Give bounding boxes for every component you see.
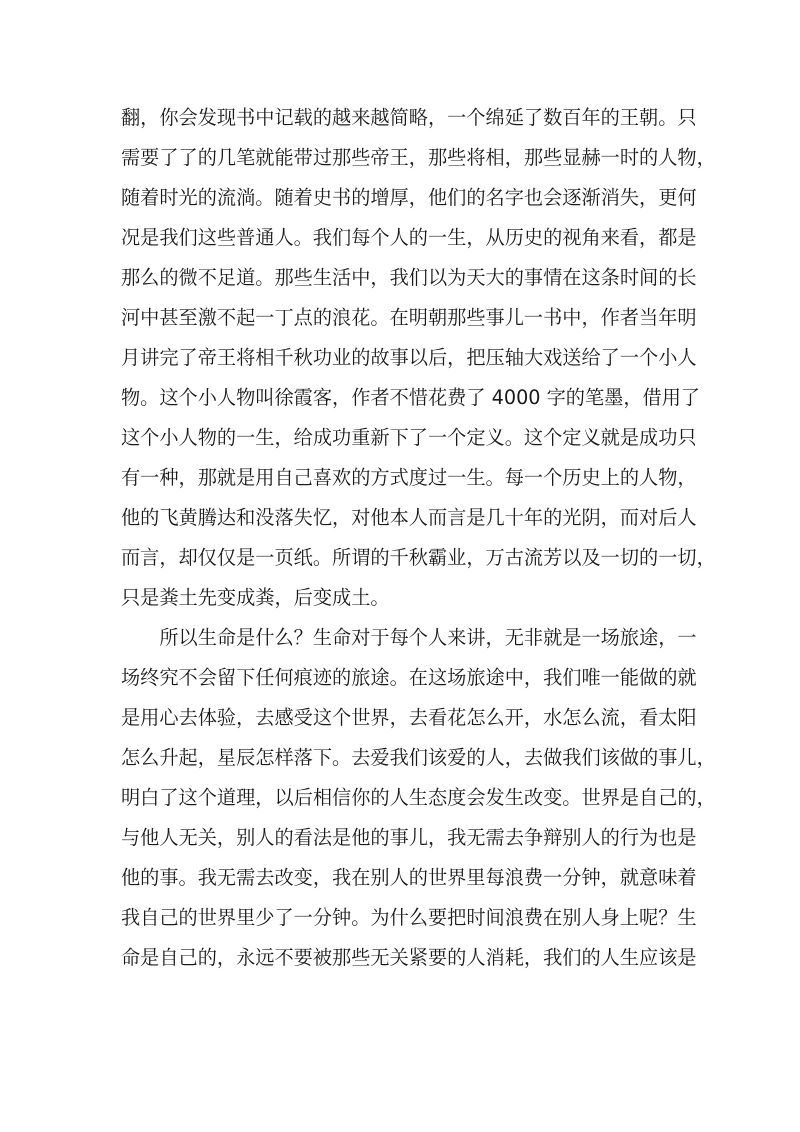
- text-line: 怎么升起，星辰怎样落下。去爱我们该爱的人，去做我们该做的事儿，: [121, 746, 716, 769]
- text-line: 我自己的世界里少了一分钟。为什么要把时间浪费在别人身上呢？生: [121, 906, 697, 929]
- text-line: 况是我们这些普通人。我们每个人的一生，从历史的视角来看，都是: [121, 226, 697, 249]
- text-line: 与他人无关，别人的看法是他的事儿，我无需去争辩别人的行为也是: [121, 826, 697, 849]
- text-line: 月讲完了帝王将相千秋功业的故事以后，把压轴大戏送给了一个小人: [121, 346, 697, 369]
- text-line: 而言，却仅仅是一页纸。所谓的千秋霸业，万古流芳以及一切的一切，: [121, 546, 716, 569]
- paragraph-1: [121, 98, 716, 618]
- text-line: 那么的微不足道。那些生活中，我们以为天大的事情在这条时间的长: [121, 266, 697, 289]
- text-line: 他的飞黄腾达和没落失忆，对他本人而言是几十年的光阴，而对后人: [121, 506, 697, 529]
- text-line: 随着时光的流淌。随着史书的增厚，他们的名字也会逐渐消失，更何: [121, 186, 697, 209]
- text-line: 场终究不会留下任何痕迹的旅途。在这场旅途中，我们唯一能做的就: [121, 666, 697, 689]
- paragraph-2: [121, 618, 716, 978]
- text-line: 河中甚至激不起一丁点的浪花。在明朝那些事儿一书中，作者当年明: [121, 306, 697, 329]
- document-body: [121, 98, 716, 978]
- text-line: 命是自己的，永远不要被那些无关紧要的人消耗，我们的人生应该是: [121, 946, 697, 969]
- text-line: 他的事。我无需去改变，我在别人的世界里每浪费一分钟，就意味着: [121, 866, 697, 889]
- text-line: 只是粪土先变成粪，后变成土。: [121, 586, 390, 609]
- text-line: 是用心去体验，去感受这个世界，去看花怎么开，水怎么流，看太阳: [121, 706, 697, 729]
- text-line: 这个小人物的一生，给成功重新下了一个定义。这个定义就是成功只: [121, 426, 697, 449]
- text-line: 物。这个小人物叫徐霞客，作者不惜花费了 4000 字的笔墨，借用了: [121, 386, 701, 409]
- text-line: 需要了了的几笔就能带过那些帝王，那些将相，那些显赫一时的人物，: [121, 146, 716, 169]
- text-line: 翻，你会发现书中记载的越来越简略，一个绵延了数百年的王朝。只: [121, 106, 697, 129]
- text-line: 所以生命是什么？生命对于每个人来讲，无非就是一场旅途，一: [121, 626, 697, 649]
- text-line: 明白了这个道理，以后相信你的人生态度会发生改变。世界是自己的，: [121, 786, 716, 809]
- text-line: 有一种，那就是用自己喜欢的方式度过一生。每一个历史上的人物，: [121, 466, 697, 489]
